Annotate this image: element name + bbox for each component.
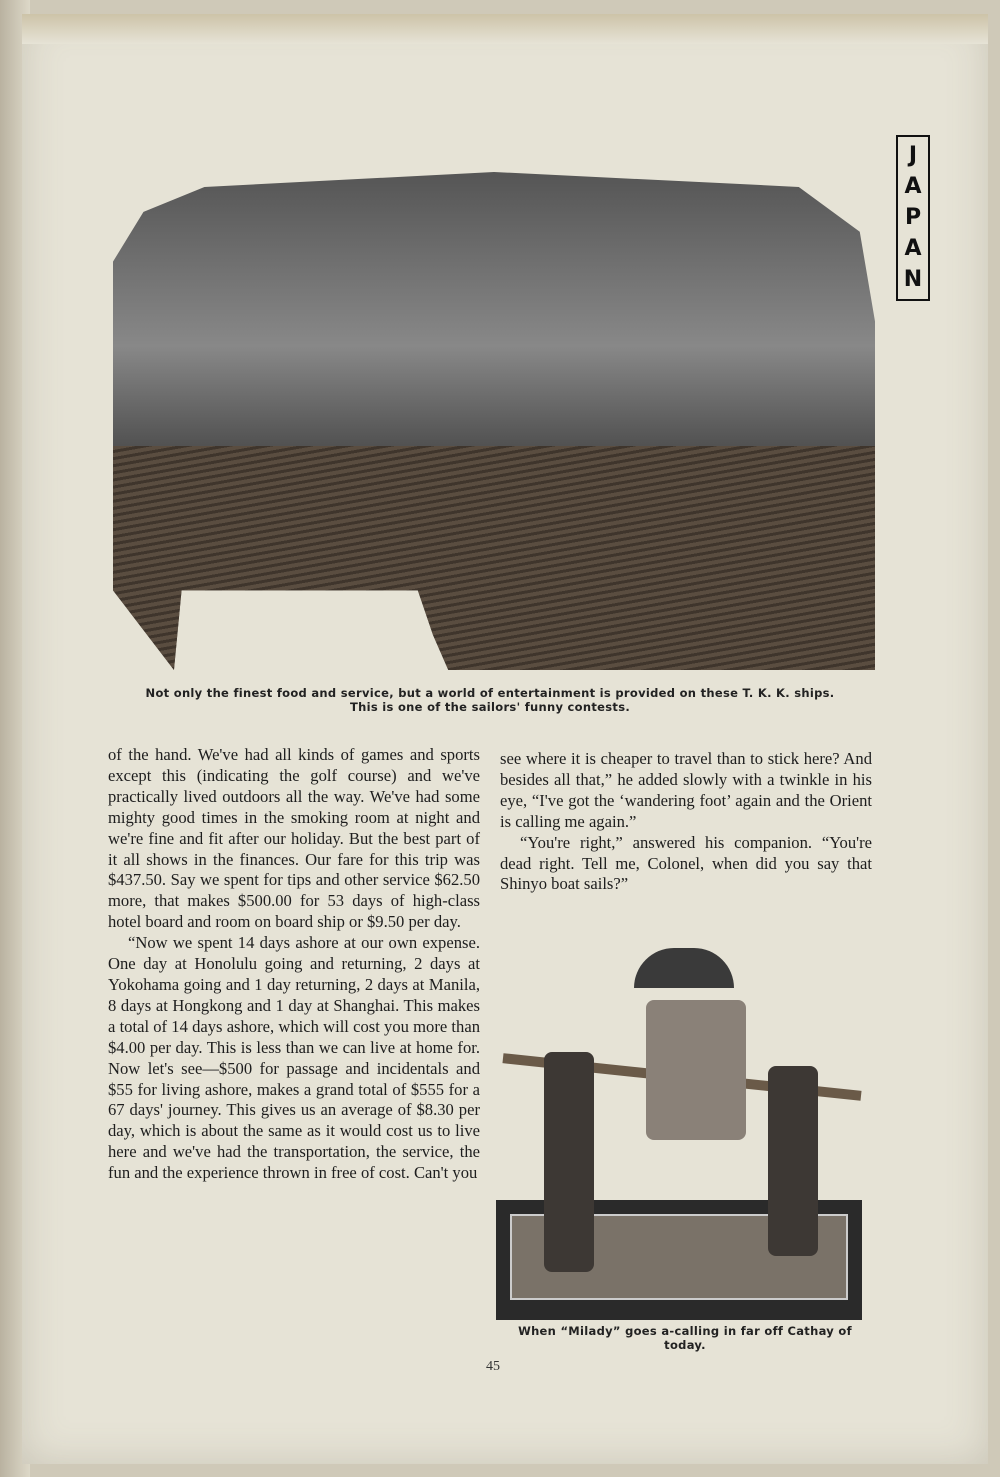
top-photo-caption: Not only the finest food and service, but a world of entertainment is provided on these T. K. K. ships. This is one of the sailors' funny contests. [145, 686, 835, 714]
paragraph: see where it is cheaper to travel than to stick here? And besides all that,” he added slowly with a twinkle in his eye, “I've got the ‘wandering foot’ again and the Orient is calling me again.” [500, 749, 872, 831]
section-tab-japan [896, 135, 930, 301]
porter-figure [544, 1052, 594, 1272]
tab-letter: N [903, 266, 923, 292]
paragraph: “Now we spent 14 days ashore at our own expense. One day at Honolulu going and returning, 2 days at Yokohama going and 1 day returning, 2 days at Manila, 8 days at Hongkong and 1 day at Shanghai. This makes a total of 14 days ashore, which will cost you more than $4.00 per day. This is less than we can live at home for. Now let's see—$500 for passage and incidentals and $55 for living ashore, makes a grand total of $555 for a 67 days' journey. This gives us an average of $8.30 per day, which is about the same as it would cost us to live here and we've had the transportation, the service, the fun and the experience thrown in free of cost. Can't you [108, 933, 480, 1183]
seated-woman-figure [646, 1000, 746, 1140]
tab-letter: J [908, 143, 918, 169]
tab-letter: A [904, 235, 922, 261]
tab-letter: A [904, 174, 922, 200]
paragraph: “You're right,” answered his companion. “You're dead right. Tell me, Colonel, when did you say that Shinyo boat sails?” [500, 832, 872, 894]
sedan-chair-photo [496, 940, 862, 1320]
tab-letter: P [904, 204, 922, 230]
page-number: 45 [486, 1359, 500, 1374]
bottom-photo-caption: When “Milady” goes a-calling in far off Cathay of today. [518, 1324, 852, 1352]
paragraph: of the hand. We've had all kinds of games and sports except this (indicating the golf course) and we've practically lived outdoors all the way. We've had some mighty good times in the smoking room at night and we're fine and fit after our holiday. But the best part of it all shows in the finances. Our fare for this trip was $437.50. Say we spent for tips and other service $62.50 more, that makes $500.00 for 53 days of high-class hotel board and room on board ship or $9.50 per day. [108, 745, 480, 932]
umbrella [634, 948, 734, 988]
page-top-edge [22, 14, 988, 44]
left-text-column [108, 745, 480, 1184]
right-text-column [500, 749, 872, 895]
porter-figure [768, 1066, 818, 1256]
